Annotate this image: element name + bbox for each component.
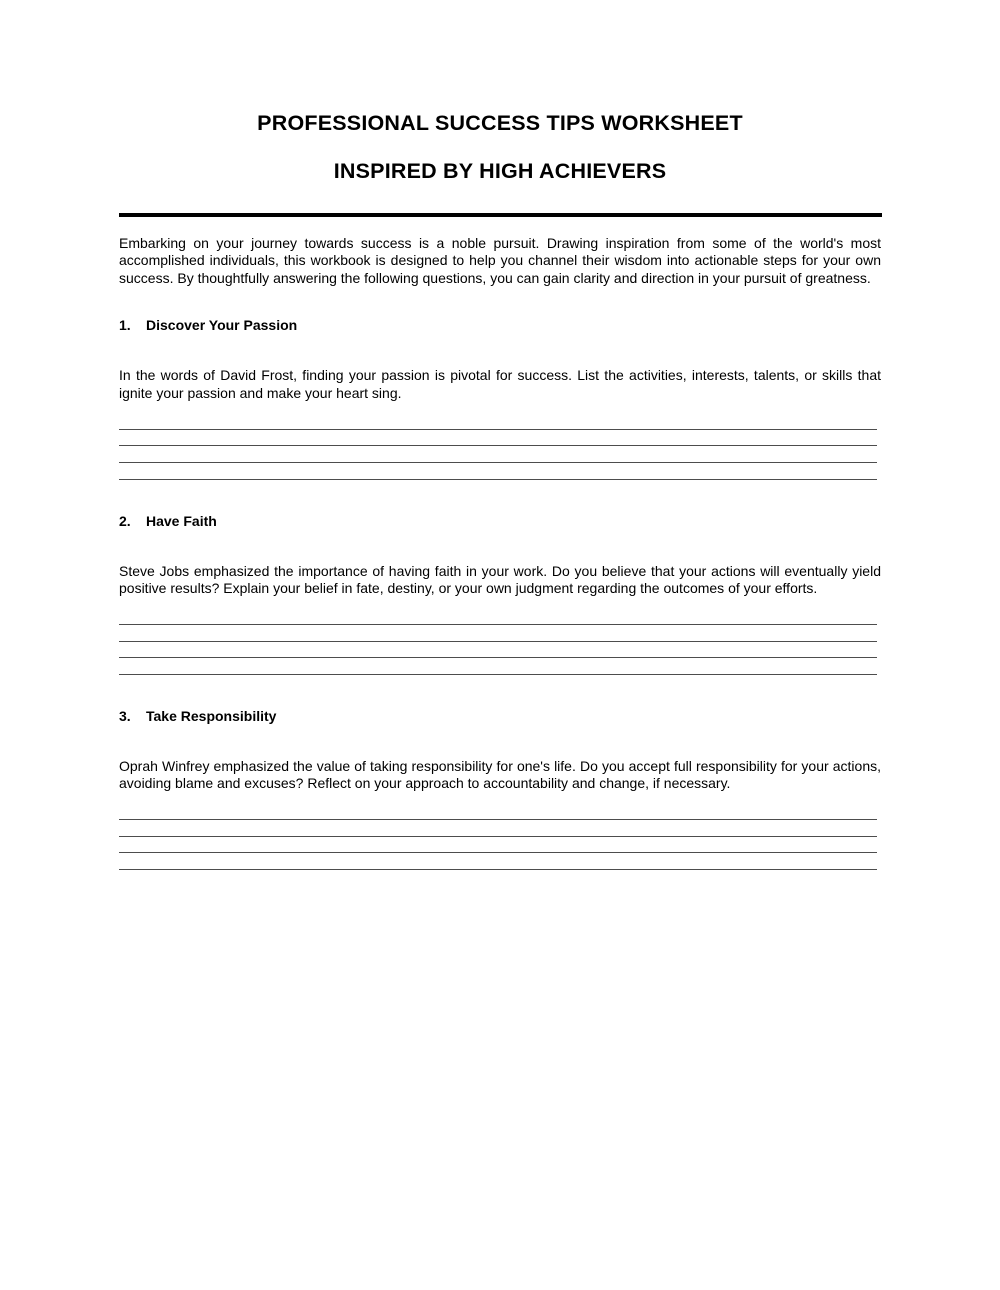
section-title: Take Responsibility <box>146 707 277 724</box>
answer-line[interactable] <box>119 836 877 837</box>
answer-line[interactable] <box>119 479 877 480</box>
section-prompt-text: Oprah Winfrey emphasized the value of taking responsibility for one's life. Do you accept full responsibility for your actions, avoiding blame and excuses? Reflect on your approach to accountability and change, if necessary. <box>119 757 881 792</box>
intro-paragraph: Embarking on your journey towards success is a noble pursuit. Drawing inspiration from some of the world's most accomplished individuals, this workbook is designed to help you channel their wisdom into actionable steps for your own success. By thoughtfully answering the following questions, you can gain clarity and direction in your pursuit of greatness. <box>119 234 881 286</box>
section-heading <box>119 708 881 725</box>
answer-lines-group[interactable] <box>119 819 877 870</box>
section-heading <box>119 513 881 530</box>
title-divider-rule <box>119 213 882 217</box>
answer-line[interactable] <box>119 869 877 870</box>
answer-line[interactable] <box>119 462 877 463</box>
section-heading <box>119 317 881 334</box>
section-title: Discover Your Passion <box>146 317 298 334</box>
answer-line[interactable] <box>119 429 877 430</box>
answer-line[interactable] <box>119 624 877 625</box>
section-number: 1. <box>119 317 131 334</box>
section-have-faith <box>119 513 881 675</box>
section-prompt-text: In the words of David Frost, finding your passion is pivotal for success. List the activities, interests, talents, or skills that ignite your passion and make your heart sing. <box>119 367 881 401</box>
section-take-responsibility <box>119 708 881 870</box>
answer-line[interactable] <box>119 641 877 642</box>
section-prompt-text: Steve Jobs emphasized the importance of having faith in your work. Do you believe that your actions will eventually yield positive results? Explain your belief in fate, destiny, or your own judgment regarding the outcomes of your efforts. <box>119 562 881 597</box>
answer-line[interactable] <box>119 674 877 675</box>
answer-line[interactable] <box>119 852 877 853</box>
answer-line[interactable] <box>119 657 877 658</box>
page-title-line-1: PROFESSIONAL SUCCESS TIPS WORKSHEET <box>257 111 743 135</box>
answer-line[interactable] <box>119 819 877 820</box>
section-number: 3. <box>119 707 131 724</box>
page-title-line-2: INSPIRED BY HIGH ACHIEVERS <box>333 158 667 183</box>
answer-lines-group[interactable] <box>119 429 877 480</box>
answer-line[interactable] <box>119 445 877 446</box>
section-title: Have Faith <box>146 512 217 529</box>
section-discover-your-passion <box>119 317 881 479</box>
document-content <box>119 0 881 870</box>
answer-lines-group[interactable] <box>119 624 877 675</box>
section-number: 2. <box>119 512 131 529</box>
